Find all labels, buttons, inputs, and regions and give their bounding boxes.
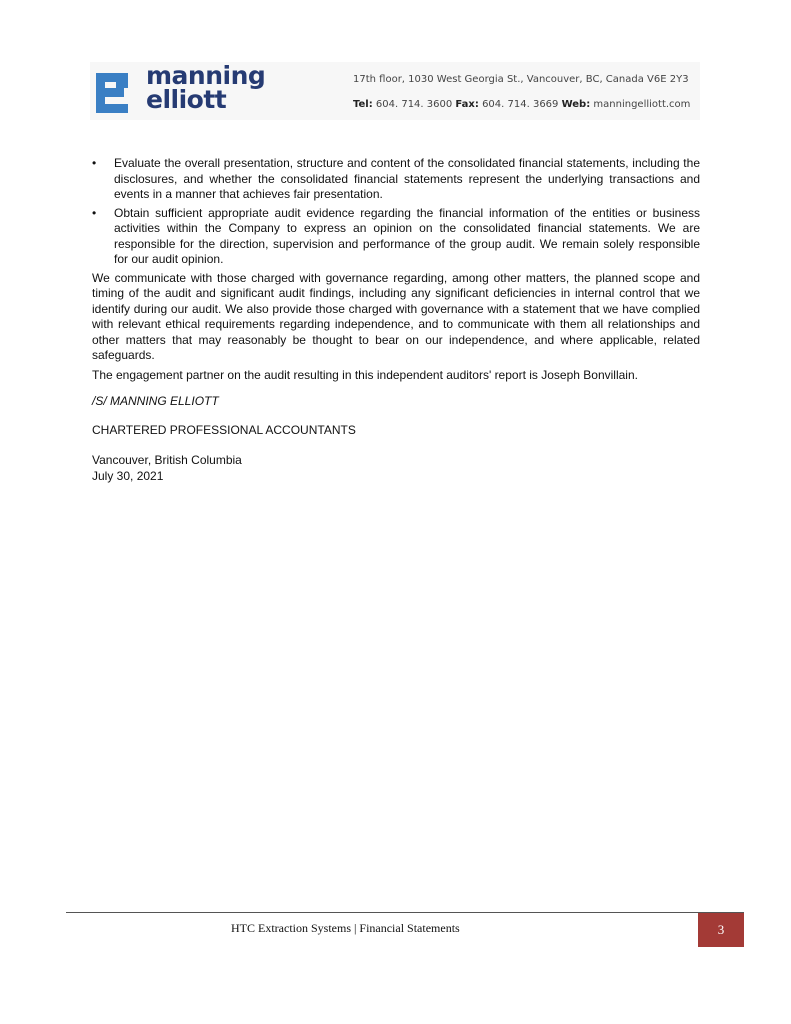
tel-label: Tel: — [353, 99, 373, 110]
signature: /S/ MANNING ELLIOTT — [92, 394, 219, 408]
bullet-text: Obtain sufficient appropriate audit evidence regarding the financial information of the entities or business activities within the Company to express an opinion on the consolidated financial statements. We are responsible for the direction, supervision and performance of the group audit. We remain solely responsible for our audit opinion. — [114, 205, 700, 266]
report-body — [92, 156, 700, 484]
fax-number: 604. 714. 3669 — [482, 99, 559, 110]
designation: CHARTERED PROFESSIONAL ACCOUNTANTS — [92, 422, 356, 437]
manning-elliott-logo-icon — [96, 73, 128, 113]
fax-label: Fax: — [455, 99, 479, 110]
tel-number: 604. 714. 3600 — [375, 99, 453, 110]
page-number: 3 — [698, 913, 744, 947]
location: Vancouver, British Columbia — [92, 453, 242, 467]
governance-paragraph: We communicate with those charged with governance regarding, among other matters, the planned scope and timing of the audit and significant audit findings, including any significant deficiencies in internal control that we identify during our audit. We also provide those charged with governance with a statement that we have complied with relevant ethical requirements regarding independence, and to communicate with them all relationships and other matters that may reasonably be thought to bear on our independence, and where applicable, related safeguards. — [92, 270, 700, 362]
engagement-partner-paragraph: The engagement partner on the audit resulting in this independent auditors' report is Joseph Bonvillain. — [92, 367, 638, 382]
company-logo-text — [146, 61, 266, 114]
bullet-icon: • — [92, 156, 97, 170]
bullet-item — [92, 206, 700, 268]
footer-divider — [66, 912, 744, 913]
company-contact — [353, 99, 690, 110]
logo-line-elliott: elliott — [146, 85, 227, 114]
bullet-item — [92, 156, 700, 203]
web-label: Web: — [561, 99, 591, 110]
bullet-icon: • — [92, 205, 97, 220]
report-date: July 30, 2021 — [92, 468, 164, 483]
company-address: 17th floor, 1030 West Georgia St., Vancouver, BC, Canada V6E 2Y3 — [353, 74, 689, 85]
footer-title: HTC Extraction Systems | Financial Statements — [231, 921, 460, 935]
logo-line-manning: manning — [146, 61, 266, 90]
bullet-text: Evaluate the overall presentation, structure and content of the consolidated financial statements, including the disclosures, and whether the consolidated financial statements represent the underlying transactions and events in a manner that achieves fair presentation. — [114, 156, 700, 201]
web-address: manningelliott.com — [593, 99, 691, 110]
